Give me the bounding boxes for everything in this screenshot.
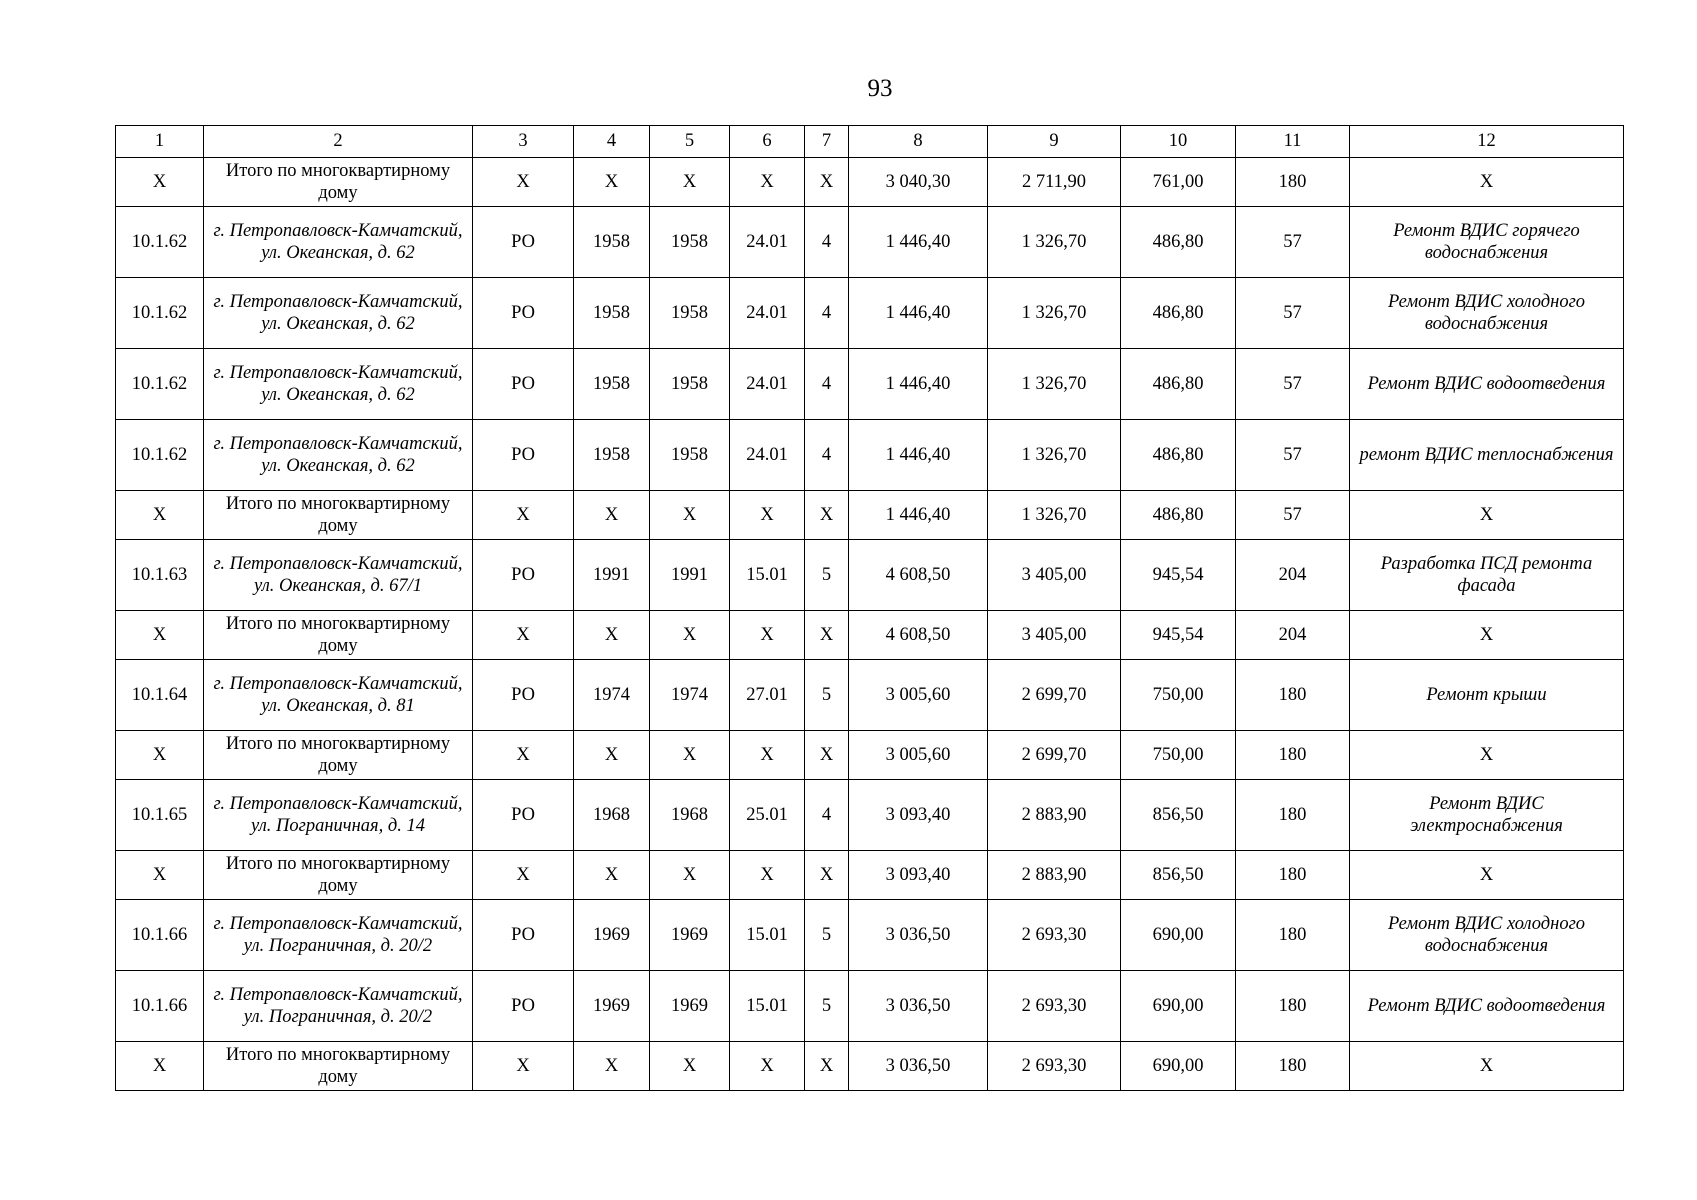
total-area-cell: 4 608,50 (849, 611, 988, 660)
manager-cell: РО (473, 971, 574, 1042)
row-number-cell: 10.1.63 (116, 540, 204, 611)
commission-year-cell: 1958 (650, 420, 730, 491)
living-area-cell: 2 693,30 (988, 971, 1121, 1042)
residents-cell: 57 (1236, 349, 1350, 420)
manager-cell: РО (473, 660, 574, 731)
wall-material-cell: 24.01 (730, 278, 805, 349)
residents-cell: 180 (1236, 1042, 1350, 1091)
floors-cell: 5 (805, 900, 849, 971)
commission-year-cell: 1969 (650, 971, 730, 1042)
work-type-cell: Ремонт ВДИС холодного водоснабжения (1350, 278, 1624, 349)
column-number: 5 (650, 126, 730, 158)
address-cell: г. Петропавловск-Камчатский, ул. Океанская, д. 62 (204, 278, 473, 349)
cost-cell: 486,80 (1121, 491, 1236, 540)
wall-material-cell: 25.01 (730, 780, 805, 851)
address-cell: г. Петропавловск-Камчатский, ул. Пограничная, д. 14 (204, 780, 473, 851)
total-area-cell: 1 446,40 (849, 420, 988, 491)
table-row (116, 540, 1624, 611)
residents-cell: 57 (1236, 420, 1350, 491)
address-cell: Итого по многоквартирному дому (204, 731, 473, 780)
work-type-cell: Ремонт ВДИС водоотведения (1350, 971, 1624, 1042)
wall-material-cell: 15.01 (730, 971, 805, 1042)
wall-material-cell: Х (730, 611, 805, 660)
wall-material-cell: 24.01 (730, 207, 805, 278)
wall-material-cell: Х (730, 158, 805, 207)
manager-cell: Х (473, 491, 574, 540)
column-number: 12 (1350, 126, 1624, 158)
total-row (116, 611, 1624, 660)
column-number: 10 (1121, 126, 1236, 158)
total-area-cell: 3 036,50 (849, 900, 988, 971)
cost-cell: 945,54 (1121, 540, 1236, 611)
residents-cell: 180 (1236, 731, 1350, 780)
table-row (116, 780, 1624, 851)
cost-cell: 750,00 (1121, 660, 1236, 731)
living-area-cell: 2 699,70 (988, 731, 1121, 780)
build-year-cell: 1969 (574, 900, 650, 971)
residents-cell: 57 (1236, 491, 1350, 540)
total-area-cell: 3 036,50 (849, 971, 988, 1042)
wall-material-cell: 15.01 (730, 900, 805, 971)
address-cell: Итого по многоквартирному дому (204, 1042, 473, 1091)
wall-material-cell: 15.01 (730, 540, 805, 611)
column-number: 6 (730, 126, 805, 158)
row-number-cell: 10.1.64 (116, 660, 204, 731)
row-number-cell: Х (116, 731, 204, 780)
floors-cell: Х (805, 611, 849, 660)
cost-cell: 856,50 (1121, 851, 1236, 900)
residents-cell: 180 (1236, 158, 1350, 207)
total-row (116, 851, 1624, 900)
total-area-cell: 1 446,40 (849, 349, 988, 420)
living-area-cell: 2 883,90 (988, 851, 1121, 900)
cost-cell: 486,80 (1121, 420, 1236, 491)
total-row (116, 491, 1624, 540)
total-area-cell: 3 093,40 (849, 851, 988, 900)
table-row (116, 420, 1624, 491)
residents-cell: 180 (1236, 660, 1350, 731)
row-number-cell: Х (116, 851, 204, 900)
cost-cell: 486,80 (1121, 278, 1236, 349)
cost-cell: 486,80 (1121, 349, 1236, 420)
build-year-cell: 1958 (574, 420, 650, 491)
address-cell: Итого по многоквартирному дому (204, 851, 473, 900)
manager-cell: Х (473, 731, 574, 780)
floors-cell: 5 (805, 540, 849, 611)
residents-cell: 57 (1236, 207, 1350, 278)
work-type-cell: Ремонт ВДИС электроснабжения (1350, 780, 1624, 851)
build-year-cell: Х (574, 611, 650, 660)
row-number-cell: 10.1.62 (116, 278, 204, 349)
table-row (116, 971, 1624, 1042)
cost-cell: 690,00 (1121, 900, 1236, 971)
wall-material-cell: 27.01 (730, 660, 805, 731)
table-row (116, 278, 1624, 349)
build-year-cell: Х (574, 158, 650, 207)
residents-cell: 180 (1236, 780, 1350, 851)
address-cell: г. Петропавловск-Камчатский, ул. Океанская, д. 62 (204, 420, 473, 491)
commission-year-cell: 1958 (650, 349, 730, 420)
table-row (116, 900, 1624, 971)
row-number-cell: Х (116, 158, 204, 207)
total-area-cell: 3 040,30 (849, 158, 988, 207)
wall-material-cell: Х (730, 731, 805, 780)
residents-cell: 204 (1236, 540, 1350, 611)
work-type-cell: Разработка ПСД ремонта фасада (1350, 540, 1624, 611)
address-cell: г. Петропавловск-Камчатский, ул. Океанская, д. 67/1 (204, 540, 473, 611)
cost-cell: 945,54 (1121, 611, 1236, 660)
total-area-cell: 1 446,40 (849, 207, 988, 278)
living-area-cell: 1 326,70 (988, 349, 1121, 420)
row-number-cell: 10.1.66 (116, 971, 204, 1042)
address-cell: г. Петропавловск-Камчатский, ул. Пограничная, д. 20/2 (204, 900, 473, 971)
total-row (116, 158, 1624, 207)
work-type-cell: Х (1350, 611, 1624, 660)
row-number-cell: 10.1.66 (116, 900, 204, 971)
wall-material-cell: Х (730, 1042, 805, 1091)
address-cell: Итого по многоквартирному дому (204, 611, 473, 660)
manager-cell: РО (473, 540, 574, 611)
row-number-cell: Х (116, 1042, 204, 1091)
floors-cell: Х (805, 851, 849, 900)
total-area-cell: 3 005,60 (849, 660, 988, 731)
column-number: 1 (116, 126, 204, 158)
commission-year-cell: Х (650, 731, 730, 780)
living-area-cell: 2 693,30 (988, 1042, 1121, 1091)
address-cell: г. Петропавловск-Камчатский, ул. Океанская, д. 62 (204, 207, 473, 278)
total-area-cell: 3 005,60 (849, 731, 988, 780)
floors-cell: 4 (805, 420, 849, 491)
total-area-cell: 3 093,40 (849, 780, 988, 851)
residents-cell: 57 (1236, 278, 1350, 349)
build-year-cell: 1958 (574, 207, 650, 278)
row-number-cell: Х (116, 611, 204, 660)
commission-year-cell: Х (650, 851, 730, 900)
living-area-cell: 2 693,30 (988, 900, 1121, 971)
column-number: 2 (204, 126, 473, 158)
work-type-cell: Ремонт ВДИС водоотведения (1350, 349, 1624, 420)
work-type-cell: Ремонт ВДИС холодного водоснабжения (1350, 900, 1624, 971)
manager-cell: РО (473, 207, 574, 278)
work-type-cell: Х (1350, 851, 1624, 900)
manager-cell: РО (473, 278, 574, 349)
row-number-cell: 10.1.65 (116, 780, 204, 851)
column-number-row (116, 126, 1624, 158)
address-cell: Итого по многоквартирному дому (204, 158, 473, 207)
cost-cell: 761,00 (1121, 158, 1236, 207)
total-area-cell: 1 446,40 (849, 278, 988, 349)
build-year-cell: 1974 (574, 660, 650, 731)
manager-cell: РО (473, 349, 574, 420)
floors-cell: 4 (805, 278, 849, 349)
commission-year-cell: 1958 (650, 207, 730, 278)
commission-year-cell: 1968 (650, 780, 730, 851)
table-row (116, 660, 1624, 731)
floors-cell: 4 (805, 349, 849, 420)
column-number: 11 (1236, 126, 1350, 158)
manager-cell: РО (473, 780, 574, 851)
build-year-cell: Х (574, 491, 650, 540)
manager-cell: РО (473, 420, 574, 491)
build-year-cell: 1969 (574, 971, 650, 1042)
build-year-cell: Х (574, 731, 650, 780)
living-area-cell: 1 326,70 (988, 207, 1121, 278)
living-area-cell: 1 326,70 (988, 278, 1121, 349)
manager-cell: Х (473, 851, 574, 900)
manager-cell: Х (473, 611, 574, 660)
floors-cell: Х (805, 1042, 849, 1091)
total-area-cell: 4 608,50 (849, 540, 988, 611)
build-year-cell: 1958 (574, 349, 650, 420)
commission-year-cell: Х (650, 611, 730, 660)
living-area-cell: 3 405,00 (988, 540, 1121, 611)
row-number-cell: 10.1.62 (116, 349, 204, 420)
address-cell: г. Петропавловск-Камчатский, ул. Океанская, д. 62 (204, 349, 473, 420)
row-number-cell: 10.1.62 (116, 207, 204, 278)
manager-cell: Х (473, 1042, 574, 1091)
residents-cell: 180 (1236, 971, 1350, 1042)
floors-cell: 4 (805, 207, 849, 278)
column-number: 9 (988, 126, 1121, 158)
living-area-cell: 2 883,90 (988, 780, 1121, 851)
commission-year-cell: Х (650, 158, 730, 207)
residents-cell: 180 (1236, 851, 1350, 900)
total-area-cell: 1 446,40 (849, 491, 988, 540)
cost-cell: 750,00 (1121, 731, 1236, 780)
work-type-cell: Х (1350, 158, 1624, 207)
address-cell: Итого по многоквартирному дому (204, 491, 473, 540)
commission-year-cell: 1974 (650, 660, 730, 731)
table-body (116, 126, 1624, 1091)
column-number: 3 (473, 126, 574, 158)
work-type-cell: Х (1350, 731, 1624, 780)
address-cell: г. Петропавловск-Камчатский, ул. Пограничная, д. 20/2 (204, 971, 473, 1042)
commission-year-cell: 1969 (650, 900, 730, 971)
floors-cell: Х (805, 158, 849, 207)
column-number: 8 (849, 126, 988, 158)
manager-cell: РО (473, 900, 574, 971)
wall-material-cell: Х (730, 491, 805, 540)
living-area-cell: 1 326,70 (988, 420, 1121, 491)
capital-repair-table (115, 125, 1624, 1091)
manager-cell: Х (473, 158, 574, 207)
floors-cell: Х (805, 491, 849, 540)
build-year-cell: 1958 (574, 278, 650, 349)
cost-cell: 486,80 (1121, 207, 1236, 278)
residents-cell: 204 (1236, 611, 1350, 660)
build-year-cell: Х (574, 1042, 650, 1091)
commission-year-cell: 1958 (650, 278, 730, 349)
work-type-cell: Х (1350, 491, 1624, 540)
total-row (116, 1042, 1624, 1091)
table-row (116, 349, 1624, 420)
floors-cell: 5 (805, 971, 849, 1042)
commission-year-cell: Х (650, 491, 730, 540)
work-type-cell: ремонт ВДИС теплоснабжения (1350, 420, 1624, 491)
build-year-cell: 1991 (574, 540, 650, 611)
floors-cell: 4 (805, 780, 849, 851)
address-cell: г. Петропавловск-Камчатский, ул. Океанская, д. 81 (204, 660, 473, 731)
wall-material-cell: 24.01 (730, 349, 805, 420)
work-type-cell: Ремонт крыши (1350, 660, 1624, 731)
cost-cell: 690,00 (1121, 971, 1236, 1042)
commission-year-cell: 1991 (650, 540, 730, 611)
floors-cell: 5 (805, 660, 849, 731)
total-area-cell: 3 036,50 (849, 1042, 988, 1091)
residents-cell: 180 (1236, 900, 1350, 971)
cost-cell: 690,00 (1121, 1042, 1236, 1091)
commission-year-cell: Х (650, 1042, 730, 1091)
floors-cell: Х (805, 731, 849, 780)
living-area-cell: 2 699,70 (988, 660, 1121, 731)
work-type-cell: Ремонт ВДИС горячего водоснабжения (1350, 207, 1624, 278)
column-number: 7 (805, 126, 849, 158)
work-type-cell: Х (1350, 1042, 1624, 1091)
build-year-cell: Х (574, 851, 650, 900)
living-area-cell: 1 326,70 (988, 491, 1121, 540)
living-area-cell: 3 405,00 (988, 611, 1121, 660)
wall-material-cell: Х (730, 851, 805, 900)
page-number: 93 (867, 75, 893, 102)
build-year-cell: 1968 (574, 780, 650, 851)
row-number-cell: 10.1.62 (116, 420, 204, 491)
total-row (116, 731, 1624, 780)
column-number: 4 (574, 126, 650, 158)
row-number-cell: Х (116, 491, 204, 540)
cost-cell: 856,50 (1121, 780, 1236, 851)
wall-material-cell: 24.01 (730, 420, 805, 491)
table-row (116, 207, 1624, 278)
living-area-cell: 2 711,90 (988, 158, 1121, 207)
